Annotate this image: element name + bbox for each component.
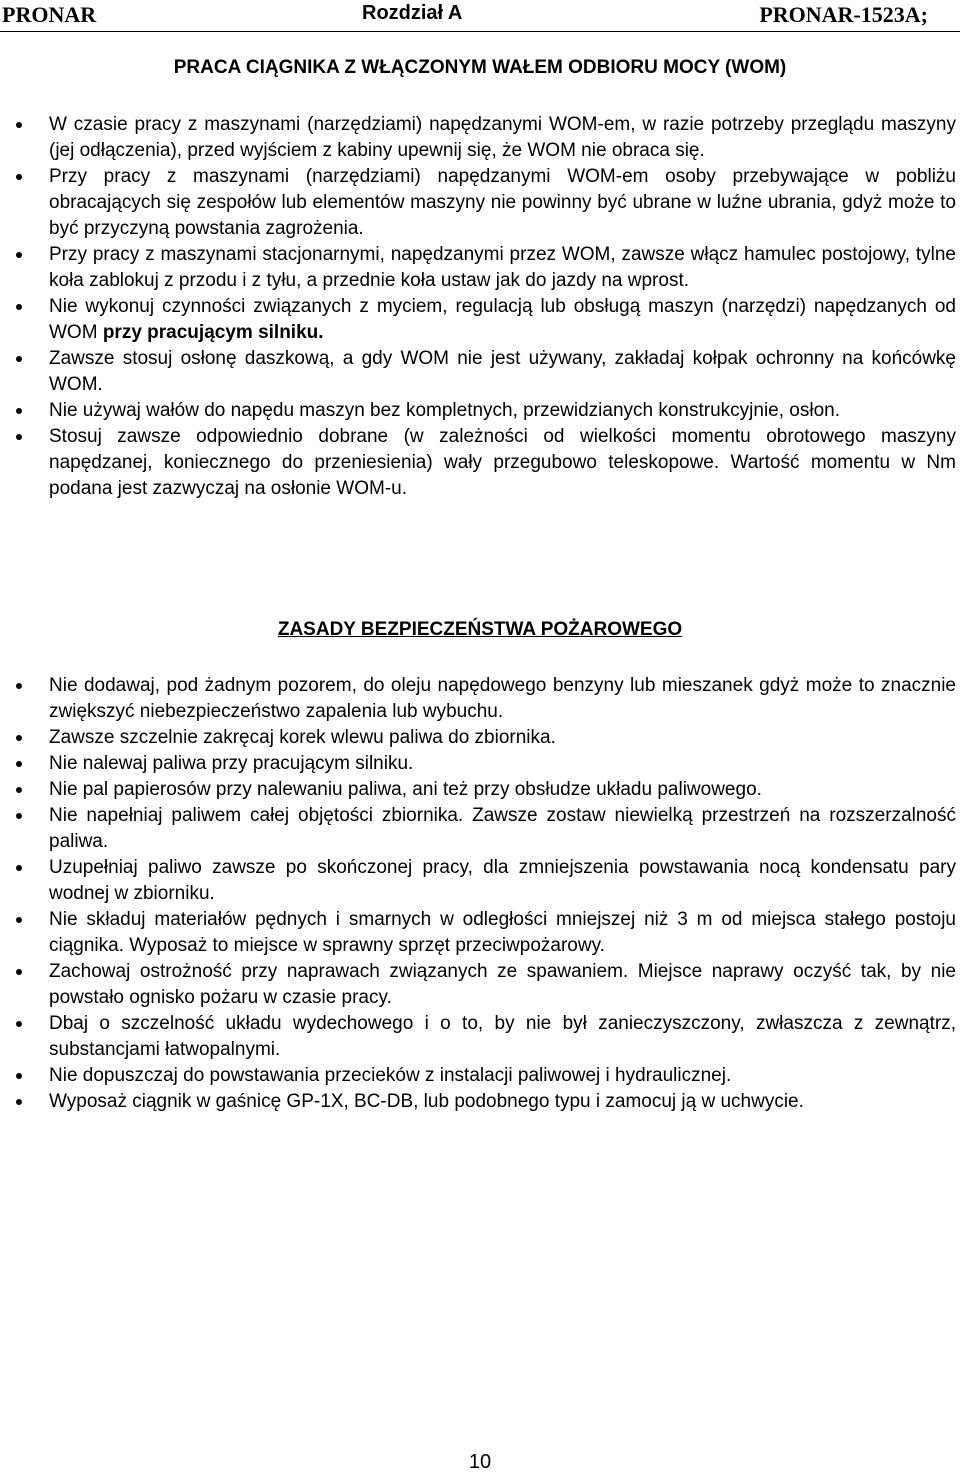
- bullet-icon: [16, 356, 22, 362]
- list-item: [0, 777, 960, 803]
- list-item: [0, 855, 960, 907]
- list-item-text: Zawsze stosuj osłonę daszkową, a gdy WOM nie jest używany, zakładaj kołpak ochronny na końcówkę WOM.: [49, 348, 956, 395]
- header-chapter: Rozdział A: [362, 2, 463, 24]
- list-item: [0, 346, 960, 398]
- bullet-icon: [16, 252, 22, 258]
- bullet-icon: [16, 434, 22, 440]
- list-item-text: Nie napełniaj paliwem całej objętości zbiornika. Zawsze zostaw niewielką przestrzeń na rozszerzalność paliwa.: [49, 805, 956, 852]
- page-header: [0, 0, 960, 30]
- list-item-text: Nie dopuszczaj do powstawania przecieków z instalacji paliwowej i hydraulicznej.: [49, 1065, 732, 1086]
- list-item-text: Przy pracy z maszynami (narzędziami) napędzanymi WOM-em osoby przebywające w pobliżu obracających się zespołów lub elementów maszyny nie powinny być ubrane w luźne ubrania, gdyż może to być przyczyną powstania zagrożenia.: [49, 166, 956, 239]
- list-item: [0, 294, 960, 346]
- list-item: [0, 1063, 960, 1089]
- list-item-text: Nie nalewaj paliwa przy pracującym silniku.: [49, 753, 414, 774]
- fire-safety-list: [0, 673, 960, 1115]
- bullet-icon: [16, 813, 22, 819]
- list-item: [0, 907, 960, 959]
- bullet-icon: [16, 865, 22, 871]
- list-item: [0, 1011, 960, 1063]
- list-item-text: Nie dodawaj, pod żadnym pozorem, do oleju napędowego benzyny lub mieszanek gdyż może to znacznie zwiększyć niebezpieczeństwo zapalenia lub wybuchu.: [49, 675, 956, 722]
- bullet-icon: [16, 1073, 22, 1079]
- list-item: [0, 1089, 960, 1115]
- bullet-icon: [16, 408, 22, 414]
- list-item-text: W czasie pracy z maszynami (narzędziami) napędzanymi WOM-em, w razie potrzeby przeglądu maszyny (jej odłączenia), przed wyjściem z kabiny upewnij się, że WOM nie obraca się.: [49, 114, 956, 161]
- page-number: 10: [468, 1451, 492, 1473]
- header-model: PRONAR-1523A;: [759, 2, 928, 27]
- bullet-icon: [16, 761, 22, 767]
- pto-safety-list: [0, 112, 960, 502]
- list-item-emphasis: przy pracującym silniku.: [102, 322, 324, 343]
- list-item: [0, 164, 960, 242]
- header-divider: [0, 31, 960, 32]
- list-item-text: Uzupełniaj paliwo zawsze po skończonej pracy, dla zmniejszenia powstawania nocą kondensatu pary wodnej w zbiorniku.: [49, 857, 956, 904]
- bullet-icon: [16, 683, 22, 689]
- list-item: [0, 673, 960, 725]
- list-item: [0, 242, 960, 294]
- list-item: [0, 725, 960, 751]
- list-item-text: Zachowaj ostrożność przy naprawach związanych ze spawaniem. Miejsce naprawy oczyść tak, by nie powstało ognisko pożaru w czasie pracy.: [49, 961, 956, 1008]
- bullet-icon: [16, 969, 22, 975]
- list-item-text: Dbaj o szczelność układu wydechowego i o to, by nie był zanieczyszczony, zwłaszcza z zewnątrz, substancjami łatwopalnymi.: [49, 1013, 956, 1060]
- bullet-icon: [16, 787, 22, 793]
- bullet-icon: [16, 174, 22, 180]
- list-item-text: Nie używaj wałów do napędu maszyn bez kompletnych, przewidzianych konstrukcyjnie, osłon.: [49, 400, 840, 421]
- list-item-text: Nie wykonuj czynności związanych z myciem, regulacją lub obsługą maszyn (narzędzi) napędzanych od WOM: [49, 296, 956, 343]
- list-item: [0, 398, 960, 424]
- list-item: [0, 751, 960, 777]
- section-title-fire-safety: ZASADY BEZPIECZEŃSTWA POŻAROWEGO: [277, 619, 683, 640]
- list-item-text: Stosuj zawsze odpowiednio dobrane (w zależności od wielkości momentu obrotowego maszyny napędzanej, koniecznego do przeniesienia) wały przegubowo teleskopowe. Wartość momentu w Nm podana jest zazwyczaj na osłonie WOM-u.: [49, 426, 956, 499]
- bullet-icon: [16, 304, 22, 310]
- bullet-icon: [16, 735, 22, 741]
- list-item: [0, 112, 960, 164]
- bullet-icon: [16, 917, 22, 923]
- list-item-text: Zawsze szczelnie zakręcaj korek wlewu paliwa do zbiornika.: [49, 727, 556, 748]
- list-item: [0, 424, 960, 502]
- list-item: [0, 959, 960, 1011]
- bullet-icon: [16, 122, 22, 128]
- list-item-text: Wyposaż ciągnik w gaśnicę GP-1X, BC-DB, lub podobnego typu i zamocuj ją w uchwycie.: [49, 1091, 804, 1112]
- bullet-icon: [16, 1021, 22, 1027]
- list-item-text: Nie pal papierosów przy nalewaniu paliwa, ani też przy obsłudze układu paliwowego.: [49, 779, 762, 800]
- list-item-text: Nie składuj materiałów pędnych i smarnych w odległości mniejszej niż 3 m od miejsca stałego postoju ciągnika. Wyposaż to miejsce w sprawny sprzęt przeciwpożarowy.: [49, 909, 956, 956]
- header-brand: PRONAR: [2, 2, 97, 27]
- bullet-icon: [16, 1099, 22, 1105]
- list-item-text: Przy pracy z maszynami stacjonarnymi, napędzanymi przez WOM, zawsze włącz hamulec postojowy, tylne koła zablokuj z przodu i z tyłu, a przednie koła ustaw jak do jazdy na wprost.: [49, 244, 956, 291]
- list-item: [0, 803, 960, 855]
- section-title-pto: PRACA CIĄGNIKA Z WŁĄCZONYM WAŁEM ODBIORU MOCY (WOM): [173, 57, 787, 78]
